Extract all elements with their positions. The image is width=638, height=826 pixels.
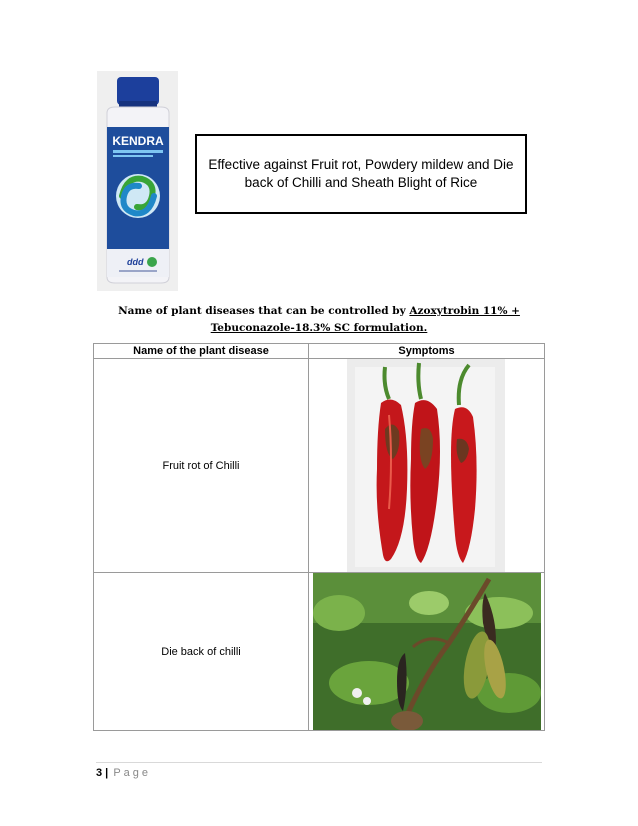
table-row	[94, 359, 545, 573]
section-heading	[95, 303, 543, 337]
callout-text: Effective against Fruit rot, Powdery mildew and Die back of Chilli and Sheath Blight of Rice	[208, 157, 514, 190]
kendra-bottle-illustration	[97, 71, 178, 291]
footer-separator: |	[102, 767, 112, 779]
page-label: Page	[113, 767, 152, 779]
column-header-symptoms: Symptoms	[309, 344, 545, 359]
svg-text:ddd: ddd	[127, 257, 144, 267]
page-number: 3	[96, 767, 103, 779]
disease-name: Die back of chilli	[94, 573, 309, 731]
effectiveness-callout	[195, 134, 527, 214]
disease-table	[93, 343, 545, 731]
heading-prefix: Name of plant diseases that can be controlled by	[118, 305, 410, 317]
chilli-die-back-photo	[309, 573, 545, 730]
symptom-image-cell	[309, 573, 545, 731]
formulation-name: Azoxytrobin 11% + Tebuconazole-18.3% SC formulation.	[210, 305, 520, 334]
product-image	[97, 71, 178, 291]
chilli-fruit-rot-photo	[309, 359, 545, 572]
table-row	[94, 573, 545, 731]
page-footer	[96, 762, 542, 779]
disease-name: Fruit rot of Chilli	[94, 359, 309, 573]
column-header-disease: Name of the plant disease	[94, 344, 309, 359]
table-header-row	[94, 344, 545, 359]
brand-logo-text: KENDRA	[112, 134, 164, 148]
symptom-image-cell	[309, 359, 545, 573]
